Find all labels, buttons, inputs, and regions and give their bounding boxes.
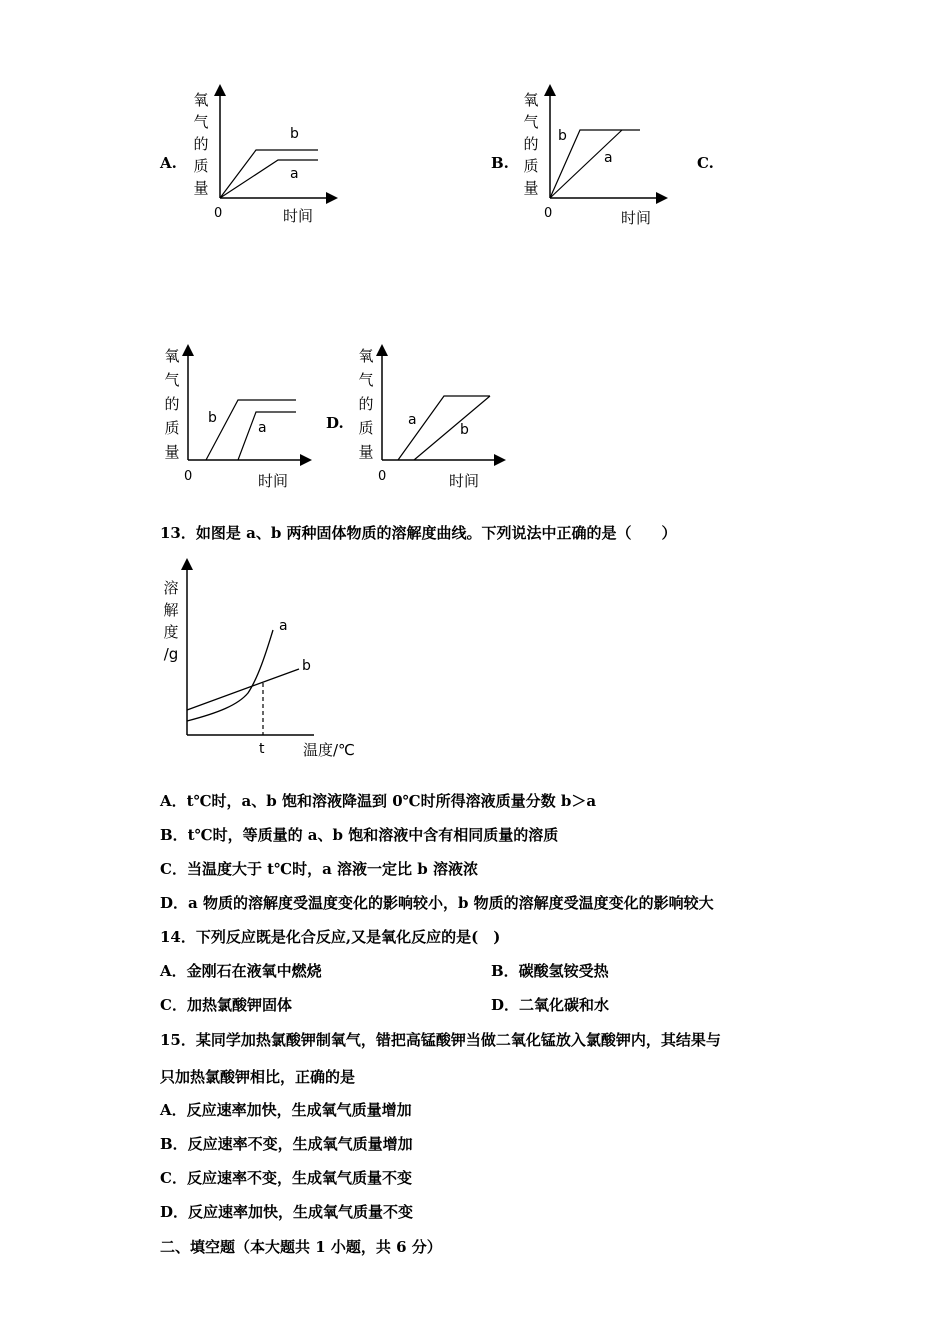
curve-label-b: b <box>460 422 469 438</box>
q13-option-c: C．当温度大于 t℃时，a 溶液一定比 b 溶液浓 <box>160 860 478 878</box>
y-label-char: 的 <box>358 395 374 413</box>
y-label-char: 解 <box>163 601 179 619</box>
origin-label: 0 <box>544 206 553 221</box>
x-axis-label: 时间 <box>258 472 289 490</box>
y-label-char: 氧 <box>358 347 374 365</box>
x-axis-label: 时间 <box>283 207 314 225</box>
x-axis-label: 时间 <box>449 472 480 490</box>
y-label-char: 溶 <box>163 579 179 597</box>
q14-option-b: B．碳酸氢铵受热 <box>491 962 609 980</box>
y-label-char: 气 <box>523 113 539 131</box>
y-label-char: /g <box>163 645 179 663</box>
q13-option-b: B．t℃时，等质量的 a、b 饱和溶液中含有相同质量的溶质 <box>160 826 559 844</box>
q15-option-a: A．反应速率加快，生成氧气质量增加 <box>160 1101 412 1119</box>
q15-option-c: C．反应速率不变，生成氧气质量不变 <box>160 1169 412 1187</box>
y-label-char: 气 <box>358 371 374 389</box>
q15-stem-line2: 只加热氯酸钾相比，正确的是 <box>160 1068 356 1086</box>
y-label-char: 质 <box>523 157 539 175</box>
option-b-letter: B. <box>491 154 509 172</box>
curve-label-a: a <box>279 618 288 634</box>
y-label-char: 量 <box>523 179 539 197</box>
curve-label-b: b <box>558 128 567 144</box>
option-c-letter: C. <box>697 154 714 172</box>
tick-label-t: t <box>259 741 265 757</box>
curve-a <box>238 412 296 460</box>
y-label-char: 度 <box>163 623 179 641</box>
y-label-char: 氧 <box>164 347 180 365</box>
y-label-char: 气 <box>164 371 180 389</box>
q15-stem-line1: 15．某同学加热氯酸钾制氧气，错把高锰酸钾当做二氧化锰放入氯酸钾内，其结果与 <box>160 1031 721 1049</box>
y-label-char: 的 <box>523 135 539 153</box>
solubility-svg <box>178 558 318 758</box>
curve-b <box>206 400 296 460</box>
q15-option-b: B．反应速率不变，生成氧气质量增加 <box>160 1135 413 1153</box>
y-label-char: 氧 <box>193 91 209 109</box>
y-label-char: 质 <box>358 419 374 437</box>
y-label-char: 质 <box>164 419 180 437</box>
y-label-char: 的 <box>193 135 209 153</box>
y-label-char: 量 <box>193 179 209 197</box>
curve-label-b: b <box>302 658 311 674</box>
y-label-char: 量 <box>358 443 374 461</box>
graph-b-svg <box>538 82 670 204</box>
q14-option-d: D．二氧化碳和水 <box>491 996 610 1014</box>
graph-c-svg <box>180 342 314 466</box>
curve-label-a: a <box>290 166 299 182</box>
curve-label-a: a <box>258 420 267 436</box>
origin-label: 0 <box>184 469 193 484</box>
y-label-char: 气 <box>193 113 209 131</box>
origin-label: 0 <box>214 206 223 221</box>
curve-label-b: b <box>208 410 217 426</box>
x-axis-label: 时间 <box>621 209 652 227</box>
curve-label-b: b <box>290 126 299 142</box>
q15-option-d: D．反应速率加快，生成氧气质量不变 <box>160 1203 414 1221</box>
q13-stem: 13．如图是 a、b 两种固体物质的溶解度曲线。下列说法中正确的是（ ） <box>160 524 677 542</box>
y-label-char: 的 <box>164 395 180 413</box>
curve-b <box>220 150 318 198</box>
graph-d-svg <box>374 342 508 466</box>
curve-a <box>398 396 490 460</box>
q13-option-d: D．a 物质的溶解度受温度变化的影响较小，b 物质的溶解度受温度变化的影响较大 <box>160 894 714 912</box>
option-a-letter: A. <box>160 154 177 172</box>
option-d-letter: D. <box>326 414 344 432</box>
curve-b <box>414 396 490 460</box>
x-axis-label: 温度/℃ <box>303 741 355 759</box>
curve-b <box>187 669 299 710</box>
q14-option-c: C．加热氯酸钾固体 <box>160 996 292 1014</box>
q14-stem: 14．下列反应既是化合反应,又是氧化反应的是( ) <box>160 928 501 946</box>
curve-label-a: a <box>604 150 613 166</box>
q14-option-a: A．金刚石在液氧中燃烧 <box>160 962 322 980</box>
section-2-heading: 二、填空题（本大题共 1 小题，共 6 分） <box>160 1238 442 1256</box>
graph-a-svg <box>210 82 340 204</box>
y-label-char: 氧 <box>523 91 539 109</box>
curve-a <box>187 630 273 721</box>
y-label-char: 量 <box>164 443 180 461</box>
origin-label: 0 <box>378 469 387 484</box>
curve-label-a: a <box>408 412 417 428</box>
y-label-char: 质 <box>193 157 209 175</box>
q13-option-a: A．t℃时，a、b 饱和溶液降温到 0℃时所得溶液质量分数 b＞a <box>160 792 597 810</box>
